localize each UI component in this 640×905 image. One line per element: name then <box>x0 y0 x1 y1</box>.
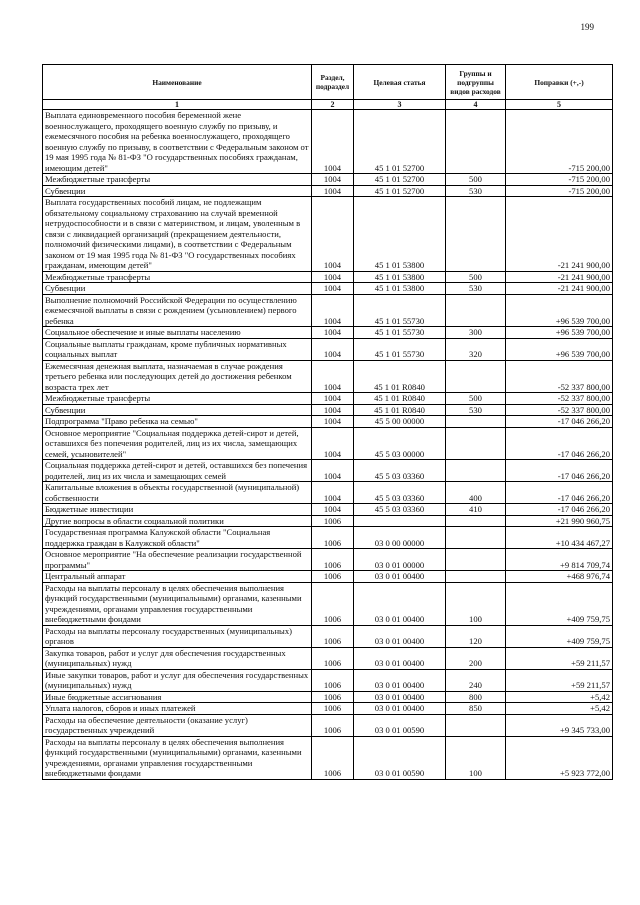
header-target: Целевая статья <box>354 65 446 100</box>
row-name: Расходы на обеспечение деятельности (оказание услуг) государственных учреждений <box>43 714 312 736</box>
header-section: Раздел, подраздел <box>312 65 354 100</box>
table-row <box>43 571 613 583</box>
row-name: Центральный аппарат <box>43 571 312 583</box>
row-expense-group: 410 <box>446 504 506 516</box>
row-expense-group: 200 <box>446 647 506 669</box>
row-target-code: 45 5 03 00000 <box>354 427 446 460</box>
table-row <box>43 427 613 460</box>
row-expense-group <box>446 714 506 736</box>
row-target-code: 03 0 01 00400 <box>354 625 446 647</box>
column-number: 2 <box>312 100 354 110</box>
row-expense-group: 500 <box>446 174 506 186</box>
row-section: 1004 <box>312 504 354 516</box>
table-row <box>43 460 613 482</box>
row-amount: -17 046 266,20 <box>506 482 613 504</box>
row-name: Расходы на выплаты персоналу в целях обеспечения выполнения функций государственными (муниципальными) органами, казенными учреждениями, органами управления государственными внебюджетными фондами <box>43 736 312 779</box>
row-name: Межбюджетные трансферты <box>43 393 312 405</box>
row-target-code: 03 0 01 00400 <box>354 582 446 625</box>
row-name: Субвенции <box>43 404 312 416</box>
row-name: Закупка товаров, работ и услуг для обеспечения государственных (муниципальных) нужд <box>43 647 312 669</box>
table-row <box>43 691 613 703</box>
row-section: 1006 <box>312 527 354 549</box>
row-amount: +96 539 700,00 <box>506 327 613 339</box>
row-name: Подпрограмма "Право ребенка на семью" <box>43 416 312 428</box>
row-expense-group: 500 <box>446 393 506 405</box>
table-row <box>43 393 613 405</box>
row-name: Социальное обеспечение и иные выплаты населению <box>43 327 312 339</box>
row-name: Выполнение полномочий Российской Федерации по осуществлению ежемесячной выплаты в связи с рождением (усыновлением) первого ребенка <box>43 294 312 327</box>
row-amount: +10 434 467,27 <box>506 527 613 549</box>
row-target-code: 45 1 01 52700 <box>354 174 446 186</box>
table-row <box>43 338 613 360</box>
row-section: 1004 <box>312 185 354 197</box>
row-expense-group: 100 <box>446 736 506 779</box>
header-name: Наименование <box>43 65 312 100</box>
table-row <box>43 271 613 283</box>
row-expense-group: 530 <box>446 283 506 295</box>
row-amount: +9 345 733,00 <box>506 714 613 736</box>
row-target-code: 03 0 01 00590 <box>354 736 446 779</box>
row-section: 1004 <box>312 482 354 504</box>
row-name: Капитальные вложения в объекты государственной (муниципальной) собственности <box>43 482 312 504</box>
row-amount: -52 337 800,00 <box>506 360 613 393</box>
header-amendments: Поправки (+,-) <box>506 65 613 100</box>
row-section: 1006 <box>312 669 354 691</box>
row-expense-group: 500 <box>446 271 506 283</box>
row-amount: +409 759,75 <box>506 625 613 647</box>
table-row <box>43 736 613 779</box>
row-target-code: 45 5 03 03360 <box>354 504 446 516</box>
table-row <box>43 703 613 715</box>
row-section: 1004 <box>312 294 354 327</box>
row-target-code: 45 1 01 55730 <box>354 294 446 327</box>
row-target-code: 45 1 01 R0840 <box>354 360 446 393</box>
row-section: 1004 <box>312 327 354 339</box>
row-name: Субвенции <box>43 185 312 197</box>
table-row <box>43 404 613 416</box>
row-name: Другие вопросы в области социальной политики <box>43 515 312 527</box>
row-amount: -715 200,00 <box>506 185 613 197</box>
row-expense-group: 100 <box>446 582 506 625</box>
row-name: Межбюджетные трансферты <box>43 271 312 283</box>
table-row <box>43 714 613 736</box>
table-row <box>43 360 613 393</box>
table-row <box>43 174 613 186</box>
row-name: Выплата государственных пособий лицам, не подлежащим обязательному социальному страхованию на случай временной нетрудоспособности и в связи с материнством, и лицам, уволенным в связи с ликвидацией организаций (прекращением деятельности, полномочий физическими лицами), в соответствии с Федеральным законом от 19 мая 1995 года № 81-ФЗ "О государственных пособиях гражданам, имеющим детей" <box>43 197 312 272</box>
row-amount: -17 046 266,20 <box>506 504 613 516</box>
row-amount: +5,42 <box>506 703 613 715</box>
row-section: 1004 <box>312 110 354 174</box>
row-section: 1004 <box>312 404 354 416</box>
row-target-code: 45 1 01 53800 <box>354 197 446 272</box>
table-row <box>43 482 613 504</box>
row-amount: -17 046 266,20 <box>506 460 613 482</box>
row-amount: -715 200,00 <box>506 110 613 174</box>
row-amount: -21 241 900,00 <box>506 283 613 295</box>
row-section: 1004 <box>312 460 354 482</box>
row-amount: -715 200,00 <box>506 174 613 186</box>
table-row <box>43 327 613 339</box>
row-expense-group <box>446 549 506 571</box>
row-target-code: 45 1 01 52700 <box>354 110 446 174</box>
row-target-code: 45 5 00 00000 <box>354 416 446 428</box>
row-section: 1004 <box>312 271 354 283</box>
row-name: Иные бюджетные ассигнования <box>43 691 312 703</box>
row-name: Социальные выплаты гражданам, кроме публичных нормативных социальных выплат <box>43 338 312 360</box>
row-amount: -21 241 900,00 <box>506 271 613 283</box>
row-section: 1006 <box>312 549 354 571</box>
row-target-code: 45 1 01 53800 <box>354 271 446 283</box>
row-amount: -52 337 800,00 <box>506 393 613 405</box>
row-expense-group: 850 <box>446 703 506 715</box>
row-section: 1004 <box>312 416 354 428</box>
row-amount: -17 046 266,20 <box>506 427 613 460</box>
row-section: 1004 <box>312 393 354 405</box>
table-row <box>43 110 613 174</box>
row-amount: +468 976,74 <box>506 571 613 583</box>
table-row <box>43 549 613 571</box>
row-amount: +9 814 709,74 <box>506 549 613 571</box>
row-expense-group: 320 <box>446 338 506 360</box>
row-amount: +409 759,75 <box>506 582 613 625</box>
row-expense-group <box>446 197 506 272</box>
row-name: Социальная поддержка детей-сирот и детей, оставшихся без попечения родителей, лиц из их числа и замещающих семей <box>43 460 312 482</box>
row-name: Расходы на выплаты персоналу в целях обеспечения выполнения функций государственными (муниципальными) органами, казенными учреждениями, органами управления государственными внебюджетными фондами <box>43 582 312 625</box>
row-target-code: 03 0 01 00400 <box>354 571 446 583</box>
row-name: Государственная программа Калужской области "Социальная поддержка граждан в Калужской области" <box>43 527 312 549</box>
row-expense-group: 120 <box>446 625 506 647</box>
row-amount: +59 211,57 <box>506 647 613 669</box>
table-row <box>43 283 613 295</box>
row-section: 1006 <box>312 736 354 779</box>
row-expense-group: 530 <box>446 404 506 416</box>
table-row <box>43 527 613 549</box>
row-section: 1004 <box>312 427 354 460</box>
row-target-code: 03 0 01 00590 <box>354 714 446 736</box>
row-target-code: 45 1 01 55730 <box>354 338 446 360</box>
row-amount: -17 046 266,20 <box>506 416 613 428</box>
row-section: 1004 <box>312 283 354 295</box>
budget-amendments-table <box>42 64 613 780</box>
row-target-code: 45 1 01 R0840 <box>354 393 446 405</box>
row-target-code: 45 1 01 53800 <box>354 283 446 295</box>
row-target-code: 03 0 01 00000 <box>354 549 446 571</box>
row-target-code: 03 0 01 00400 <box>354 703 446 715</box>
row-target-code: 45 5 03 03360 <box>354 482 446 504</box>
row-section: 1006 <box>312 625 354 647</box>
row-expense-group <box>446 294 506 327</box>
page-number: 199 <box>580 22 594 32</box>
row-expense-group <box>446 110 506 174</box>
row-expense-group <box>446 427 506 460</box>
row-target-code: 45 1 01 R0840 <box>354 404 446 416</box>
row-expense-group: 300 <box>446 327 506 339</box>
row-name: Иные закупки товаров, работ и услуг для обеспечения государственных (муниципальных) нужд <box>43 669 312 691</box>
row-target-code <box>354 515 446 527</box>
row-section: 1006 <box>312 571 354 583</box>
row-amount: -52 337 800,00 <box>506 404 613 416</box>
row-name: Межбюджетные трансферты <box>43 174 312 186</box>
column-number: 3 <box>354 100 446 110</box>
table-body <box>43 110 613 780</box>
row-name: Основное мероприятие "На обеспечение реализации государственной программы" <box>43 549 312 571</box>
row-expense-group: 530 <box>446 185 506 197</box>
row-expense-group <box>446 460 506 482</box>
column-number: 5 <box>506 100 613 110</box>
table-row <box>43 647 613 669</box>
row-section: 1004 <box>312 197 354 272</box>
row-target-code: 03 0 01 00400 <box>354 647 446 669</box>
row-name: Выплата единовременного пособия беременной жене военнослужащего, проходящего военную службу по призыву, и ежемесячного пособия на ребенка военнослужащего, проходящего военную службу по призыву, в соответствии с Федеральным законом от 19 мая 1995 года № 81-ФЗ "О государственных пособиях гражданам, имеющим детей" <box>43 110 312 174</box>
row-section: 1004 <box>312 360 354 393</box>
table-row <box>43 515 613 527</box>
row-amount: +59 211,57 <box>506 669 613 691</box>
row-target-code: 45 1 01 55730 <box>354 327 446 339</box>
row-name: Бюджетные инвестиции <box>43 504 312 516</box>
row-expense-group <box>446 360 506 393</box>
column-number: 4 <box>446 100 506 110</box>
row-expense-group <box>446 416 506 428</box>
row-expense-group: 400 <box>446 482 506 504</box>
table-row <box>43 582 613 625</box>
row-amount: +21 990 960,75 <box>506 515 613 527</box>
header-group: Группы и подгруппы видов расходов <box>446 65 506 100</box>
row-expense-group: 240 <box>446 669 506 691</box>
row-target-code: 03 0 01 00400 <box>354 669 446 691</box>
table-row <box>43 197 613 272</box>
row-name: Расходы на выплаты персоналу государственных (муниципальных) органов <box>43 625 312 647</box>
row-section: 1006 <box>312 647 354 669</box>
row-expense-group <box>446 527 506 549</box>
row-expense-group <box>446 515 506 527</box>
row-amount: +96 539 700,00 <box>506 294 613 327</box>
column-number: 1 <box>43 100 312 110</box>
row-amount: +5,42 <box>506 691 613 703</box>
row-target-code: 45 5 03 03360 <box>354 460 446 482</box>
table-row <box>43 185 613 197</box>
table-row <box>43 294 613 327</box>
row-section: 1006 <box>312 582 354 625</box>
row-section: 1004 <box>312 338 354 360</box>
row-target-code: 03 0 01 00400 <box>354 691 446 703</box>
row-section: 1006 <box>312 703 354 715</box>
row-target-code: 03 0 00 00000 <box>354 527 446 549</box>
table-row <box>43 504 613 516</box>
column-number-row <box>43 100 613 110</box>
header-row <box>43 65 613 100</box>
row-name: Ежемесячная денежная выплата, назначаемая в случае рождения третьего ребенка или последующих детей до достижения ребенком возраста трех лет <box>43 360 312 393</box>
row-section: 1006 <box>312 515 354 527</box>
table-row <box>43 669 613 691</box>
row-name: Уплата налогов, сборов и иных платежей <box>43 703 312 715</box>
table-row <box>43 625 613 647</box>
row-name: Субвенции <box>43 283 312 295</box>
row-amount: +5 923 772,00 <box>506 736 613 779</box>
row-name: Основное мероприятие "Социальная поддержка детей-сирот и детей, оставшихся без попечения родителей, лиц из их числа, замещающих семей, усыновителей" <box>43 427 312 460</box>
row-section: 1004 <box>312 174 354 186</box>
row-amount: +96 539 700,00 <box>506 338 613 360</box>
row-section: 1006 <box>312 714 354 736</box>
table-row <box>43 416 613 428</box>
row-amount: -21 241 900,00 <box>506 197 613 272</box>
row-section: 1006 <box>312 691 354 703</box>
row-expense-group: 800 <box>446 691 506 703</box>
row-expense-group <box>446 571 506 583</box>
row-target-code: 45 1 01 52700 <box>354 185 446 197</box>
